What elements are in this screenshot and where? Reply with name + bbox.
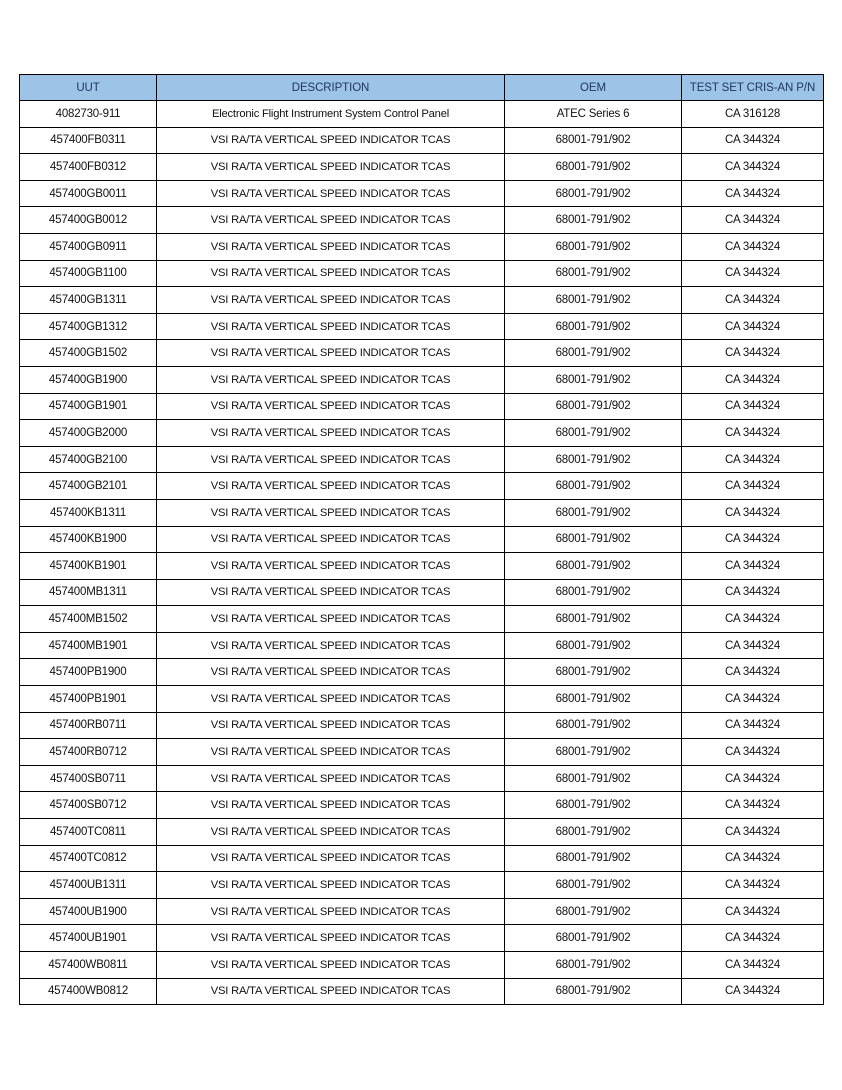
- cell-uut: 457400TC0812: [20, 845, 157, 872]
- cell-description: VSI RA/TA VERTICAL SPEED INDICATOR TCAS: [157, 393, 505, 420]
- table-header-row: [20, 75, 824, 101]
- cell-uut: 457400UB1900: [20, 898, 157, 925]
- table-row: [20, 765, 824, 792]
- cell-oem: 68001-791/902: [505, 260, 682, 287]
- cell-description: VSI RA/TA VERTICAL SPEED INDICATOR TCAS: [157, 287, 505, 314]
- table-row: [20, 553, 824, 580]
- cell-oem: 68001-791/902: [505, 765, 682, 792]
- table-row: [20, 233, 824, 260]
- cell-test-set: CA 344324: [682, 659, 824, 686]
- cell-oem: 68001-791/902: [505, 606, 682, 633]
- cell-test-set: CA 316128: [682, 101, 824, 128]
- cell-test-set: CA 344324: [682, 366, 824, 393]
- cell-uut: 457400PB1901: [20, 686, 157, 713]
- table-row: [20, 632, 824, 659]
- table-row: [20, 420, 824, 447]
- cell-uut: 457400GB1311: [20, 287, 157, 314]
- cell-description: VSI RA/TA VERTICAL SPEED INDICATOR TCAS: [157, 845, 505, 872]
- cell-description: VSI RA/TA VERTICAL SPEED INDICATOR TCAS: [157, 659, 505, 686]
- cell-uut: 457400GB1100: [20, 260, 157, 287]
- cell-description: VSI RA/TA VERTICAL SPEED INDICATOR TCAS: [157, 499, 505, 526]
- document-page: [19, 74, 823, 1005]
- cell-description: VSI RA/TA VERTICAL SPEED INDICATOR TCAS: [157, 420, 505, 447]
- cell-oem: 68001-791/902: [505, 420, 682, 447]
- cell-description: VSI RA/TA VERTICAL SPEED INDICATOR TCAS: [157, 526, 505, 553]
- cell-test-set: CA 344324: [682, 313, 824, 340]
- cell-oem: 68001-791/902: [505, 127, 682, 154]
- cell-uut: 457400FB0311: [20, 127, 157, 154]
- table-row: [20, 819, 824, 846]
- table-row: [20, 872, 824, 899]
- cell-uut: 4082730-911: [20, 101, 157, 128]
- cell-oem: 68001-791/902: [505, 632, 682, 659]
- table-row: [20, 101, 824, 128]
- cell-oem: 68001-791/902: [505, 792, 682, 819]
- table-row: [20, 287, 824, 314]
- cell-test-set: CA 344324: [682, 499, 824, 526]
- cell-description: Electronic Flight Instrument System Control Panel: [157, 101, 505, 128]
- cell-oem: 68001-791/902: [505, 845, 682, 872]
- cell-test-set: CA 344324: [682, 632, 824, 659]
- cell-uut: 457400PB1900: [20, 659, 157, 686]
- cell-test-set: CA 344324: [682, 127, 824, 154]
- cell-test-set: CA 344324: [682, 154, 824, 181]
- cell-oem: 68001-791/902: [505, 313, 682, 340]
- cell-oem: 68001-791/902: [505, 287, 682, 314]
- table-row: [20, 526, 824, 553]
- cell-description: VSI RA/TA VERTICAL SPEED INDICATOR TCAS: [157, 446, 505, 473]
- cell-test-set: CA 344324: [682, 606, 824, 633]
- cell-oem: 68001-791/902: [505, 553, 682, 580]
- cell-description: VSI RA/TA VERTICAL SPEED INDICATOR TCAS: [157, 340, 505, 367]
- table-row: [20, 499, 824, 526]
- cell-description: VSI RA/TA VERTICAL SPEED INDICATOR TCAS: [157, 925, 505, 952]
- table-row: [20, 739, 824, 766]
- cell-test-set: CA 344324: [682, 765, 824, 792]
- cell-uut: 457400MB1502: [20, 606, 157, 633]
- cell-uut: 457400KB1901: [20, 553, 157, 580]
- cell-test-set: CA 344324: [682, 207, 824, 234]
- cell-test-set: CA 344324: [682, 686, 824, 713]
- table-row: [20, 127, 824, 154]
- cell-uut: 457400RB0711: [20, 712, 157, 739]
- cell-test-set: CA 344324: [682, 233, 824, 260]
- cell-description: VSI RA/TA VERTICAL SPEED INDICATOR TCAS: [157, 952, 505, 979]
- cell-description: VSI RA/TA VERTICAL SPEED INDICATOR TCAS: [157, 313, 505, 340]
- cell-oem: 68001-791/902: [505, 872, 682, 899]
- cell-uut: 457400SB0711: [20, 765, 157, 792]
- cell-test-set: CA 344324: [682, 260, 824, 287]
- table-body: [20, 101, 824, 1005]
- cell-oem: 68001-791/902: [505, 233, 682, 260]
- cell-uut: 457400GB2100: [20, 446, 157, 473]
- table-row: [20, 180, 824, 207]
- cell-description: VSI RA/TA VERTICAL SPEED INDICATOR TCAS: [157, 606, 505, 633]
- cell-test-set: CA 344324: [682, 393, 824, 420]
- cell-description: VSI RA/TA VERTICAL SPEED INDICATOR TCAS: [157, 632, 505, 659]
- cell-test-set: CA 344324: [682, 473, 824, 500]
- cell-oem: 68001-791/902: [505, 712, 682, 739]
- cell-test-set: CA 344324: [682, 340, 824, 367]
- cell-uut: 457400GB1900: [20, 366, 157, 393]
- table-row: [20, 366, 824, 393]
- cell-uut: 457400GB0012: [20, 207, 157, 234]
- table-row: [20, 792, 824, 819]
- cell-uut: 457400KB1900: [20, 526, 157, 553]
- cell-uut: 457400GB0911: [20, 233, 157, 260]
- cell-oem: 68001-791/902: [505, 952, 682, 979]
- cell-test-set: CA 344324: [682, 180, 824, 207]
- cell-test-set: CA 344324: [682, 579, 824, 606]
- cell-uut: 457400WB0812: [20, 978, 157, 1005]
- cell-oem: 68001-791/902: [505, 366, 682, 393]
- cell-description: VSI RA/TA VERTICAL SPEED INDICATOR TCAS: [157, 739, 505, 766]
- cell-oem: 68001-791/902: [505, 473, 682, 500]
- cell-oem: 68001-791/902: [505, 180, 682, 207]
- cell-test-set: CA 344324: [682, 845, 824, 872]
- cell-oem: 68001-791/902: [505, 898, 682, 925]
- cell-uut: 457400KB1311: [20, 499, 157, 526]
- cell-uut: 457400GB2101: [20, 473, 157, 500]
- cell-test-set: CA 344324: [682, 792, 824, 819]
- table-row: [20, 260, 824, 287]
- cell-oem: 68001-791/902: [505, 526, 682, 553]
- cell-oem: 68001-791/902: [505, 446, 682, 473]
- table-row: [20, 340, 824, 367]
- cell-description: VSI RA/TA VERTICAL SPEED INDICATOR TCAS: [157, 898, 505, 925]
- uut-test-set-table: [19, 74, 824, 1005]
- cell-oem: 68001-791/902: [505, 819, 682, 846]
- cell-description: VSI RA/TA VERTICAL SPEED INDICATOR TCAS: [157, 978, 505, 1005]
- cell-uut: 457400GB0011: [20, 180, 157, 207]
- cell-description: VSI RA/TA VERTICAL SPEED INDICATOR TCAS: [157, 473, 505, 500]
- cell-oem: 68001-791/902: [505, 499, 682, 526]
- cell-uut: 457400RB0712: [20, 739, 157, 766]
- cell-oem: 68001-791/902: [505, 925, 682, 952]
- cell-description: VSI RA/TA VERTICAL SPEED INDICATOR TCAS: [157, 792, 505, 819]
- table-row: [20, 473, 824, 500]
- header-test-set: TEST SET CRIS-AN P/N: [682, 75, 824, 101]
- table-row: [20, 686, 824, 713]
- table-row: [20, 925, 824, 952]
- cell-test-set: CA 344324: [682, 925, 824, 952]
- cell-description: VSI RA/TA VERTICAL SPEED INDICATOR TCAS: [157, 207, 505, 234]
- cell-description: VSI RA/TA VERTICAL SPEED INDICATOR TCAS: [157, 127, 505, 154]
- table-row: [20, 313, 824, 340]
- table-row: [20, 845, 824, 872]
- table-row: [20, 579, 824, 606]
- cell-test-set: CA 344324: [682, 978, 824, 1005]
- cell-oem: 68001-791/902: [505, 154, 682, 181]
- cell-uut: 457400GB2000: [20, 420, 157, 447]
- cell-oem: 68001-791/902: [505, 207, 682, 234]
- cell-oem: 68001-791/902: [505, 579, 682, 606]
- cell-description: VSI RA/TA VERTICAL SPEED INDICATOR TCAS: [157, 819, 505, 846]
- cell-uut: 457400TC0811: [20, 819, 157, 846]
- cell-oem: 68001-791/902: [505, 978, 682, 1005]
- cell-test-set: CA 344324: [682, 712, 824, 739]
- header-oem: OEM: [505, 75, 682, 101]
- cell-description: VSI RA/TA VERTICAL SPEED INDICATOR TCAS: [157, 154, 505, 181]
- cell-uut: 457400MB1901: [20, 632, 157, 659]
- cell-uut: 457400GB1312: [20, 313, 157, 340]
- cell-uut: 457400GB1502: [20, 340, 157, 367]
- cell-uut: 457400FB0312: [20, 154, 157, 181]
- cell-description: VSI RA/TA VERTICAL SPEED INDICATOR TCAS: [157, 553, 505, 580]
- table-row: [20, 207, 824, 234]
- cell-uut: 457400SB0712: [20, 792, 157, 819]
- cell-description: VSI RA/TA VERTICAL SPEED INDICATOR TCAS: [157, 366, 505, 393]
- cell-test-set: CA 344324: [682, 819, 824, 846]
- cell-test-set: CA 344324: [682, 526, 824, 553]
- cell-description: VSI RA/TA VERTICAL SPEED INDICATOR TCAS: [157, 872, 505, 899]
- table-row: [20, 606, 824, 633]
- table-row: [20, 712, 824, 739]
- table-row: [20, 446, 824, 473]
- cell-oem: 68001-791/902: [505, 393, 682, 420]
- table-row: [20, 659, 824, 686]
- cell-test-set: CA 344324: [682, 287, 824, 314]
- cell-description: VSI RA/TA VERTICAL SPEED INDICATOR TCAS: [157, 260, 505, 287]
- cell-description: VSI RA/TA VERTICAL SPEED INDICATOR TCAS: [157, 765, 505, 792]
- cell-uut: 457400UB1311: [20, 872, 157, 899]
- header-uut: UUT: [20, 75, 157, 101]
- table-row: [20, 978, 824, 1005]
- cell-description: VSI RA/TA VERTICAL SPEED INDICATOR TCAS: [157, 712, 505, 739]
- cell-oem: 68001-791/902: [505, 739, 682, 766]
- table-row: [20, 952, 824, 979]
- cell-uut: 457400GB1901: [20, 393, 157, 420]
- cell-oem: 68001-791/902: [505, 340, 682, 367]
- cell-oem: ATEC Series 6: [505, 101, 682, 128]
- cell-test-set: CA 344324: [682, 446, 824, 473]
- header-description: DESCRIPTION: [157, 75, 505, 101]
- cell-uut: 457400WB0811: [20, 952, 157, 979]
- cell-description: VSI RA/TA VERTICAL SPEED INDICATOR TCAS: [157, 579, 505, 606]
- cell-test-set: CA 344324: [682, 872, 824, 899]
- cell-test-set: CA 344324: [682, 739, 824, 766]
- cell-oem: 68001-791/902: [505, 686, 682, 713]
- cell-test-set: CA 344324: [682, 553, 824, 580]
- cell-description: VSI RA/TA VERTICAL SPEED INDICATOR TCAS: [157, 180, 505, 207]
- cell-test-set: CA 344324: [682, 420, 824, 447]
- cell-uut: 457400UB1901: [20, 925, 157, 952]
- table-row: [20, 898, 824, 925]
- table-row: [20, 154, 824, 181]
- cell-description: VSI RA/TA VERTICAL SPEED INDICATOR TCAS: [157, 233, 505, 260]
- cell-test-set: CA 344324: [682, 952, 824, 979]
- cell-description: VSI RA/TA VERTICAL SPEED INDICATOR TCAS: [157, 686, 505, 713]
- table-row: [20, 393, 824, 420]
- cell-test-set: CA 344324: [682, 898, 824, 925]
- cell-oem: 68001-791/902: [505, 659, 682, 686]
- cell-uut: 457400MB1311: [20, 579, 157, 606]
